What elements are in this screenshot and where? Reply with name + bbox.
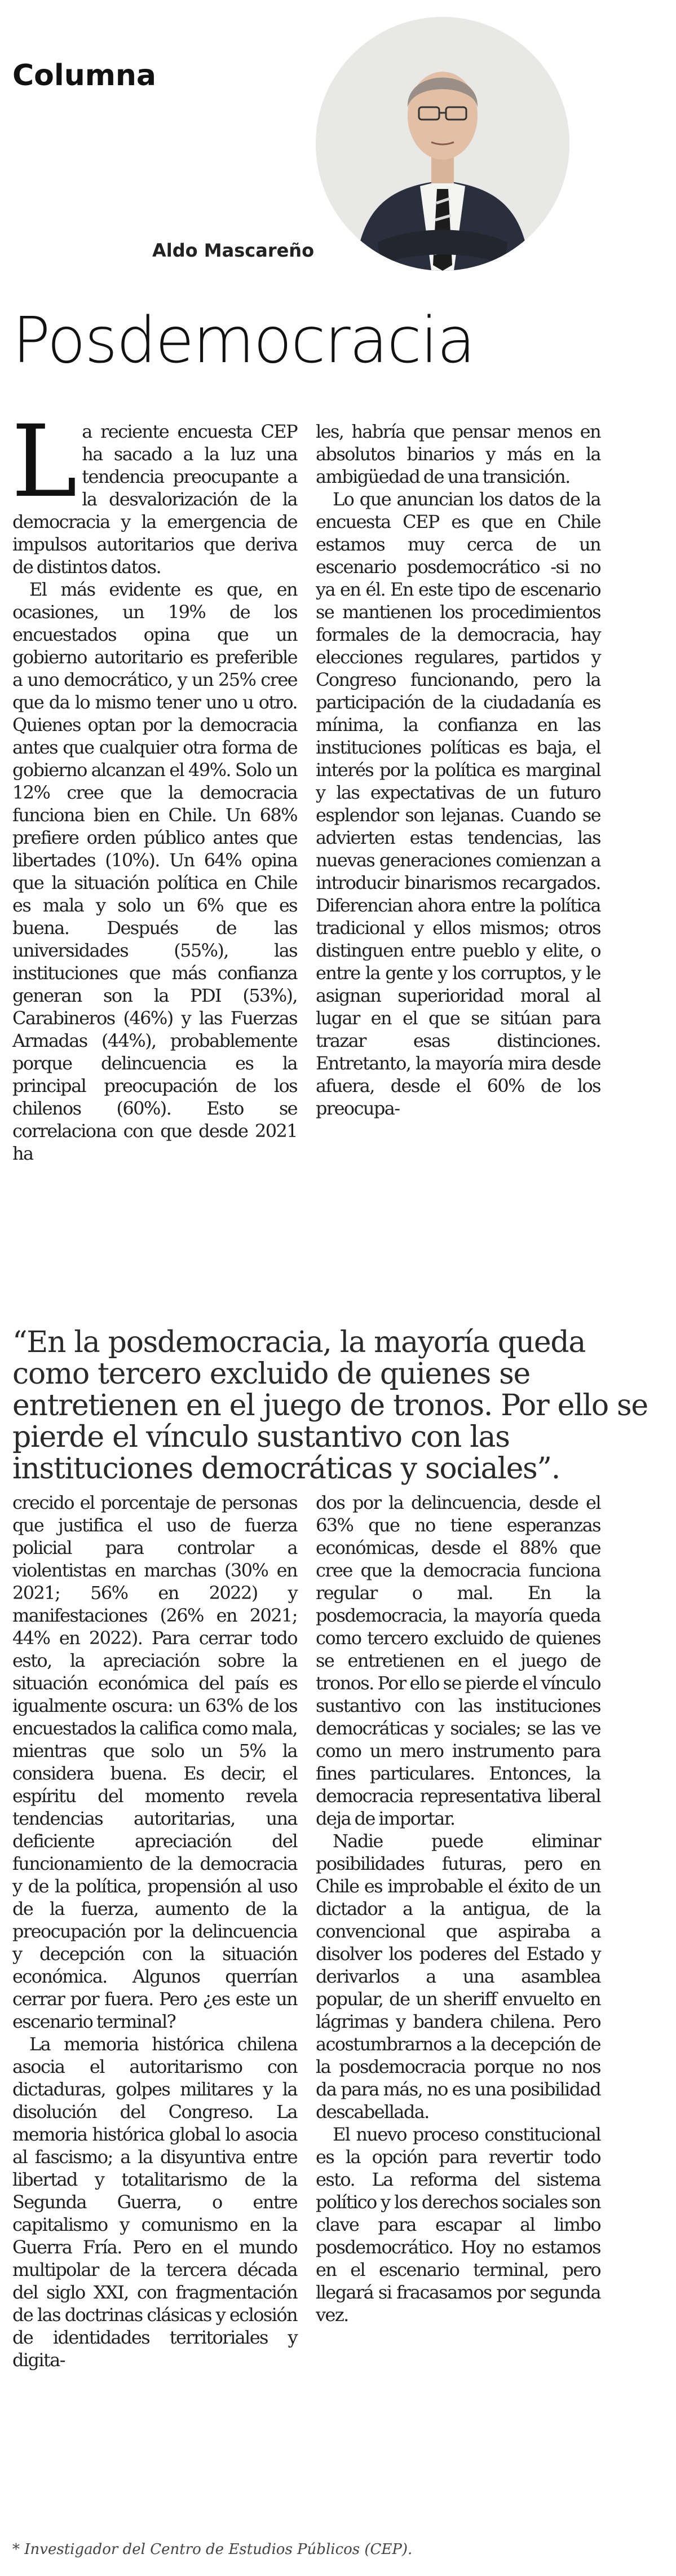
paragraph: La memoria histórica chilena asocia el autoritarismo con dictaduras, golpes militares y la disolución del Congreso. La memoria histórica global lo asocia al fascismo; a la disyuntiva entre libertad y totalitarismo de la Segunda Guerra, o entre capitalismo y comunismo en la Guerra Fría. Pero en el mundo multipolar de la tercera década del siglo XXI, con fragmentación de las doctrinas clásicas y eclosión de identidades territoriales y digita- [12, 2033, 297, 2371]
paragraph: dos por la delincuencia, desde el 63% que no tiene esperanzas económicas, desde el 88% que cree que la democracia funciona regular o mal. En la posdemocracia, la mayoría queda como tercero excluido de quienes se entretienen en el juego de tronos. Por ello se pierde el vínculo sustantivo con las instituciones democráticas y sociales; se las ve como un mero instrumento para fines particulares. Entonces, la democracia representativa liberal deja de importar. [316, 1492, 600, 1829]
paragraph: Lo que anuncian los datos de la encuesta CEP es que en Chile estamos muy cerca de un escenario posdemocrático -si no ya en él. En este tipo de escenario se mantienen los procedimientos formales de la democracia, hay elecciones regulares, partidos y Congreso funcionando, pero la participación de la ciudadanía es mínima, la confianza en las instituciones políticas es baja, el interés por la política es marginal y las expectativas de un futuro esplendor son lejanas. Cuando se advierten estas tendencias, las nuevas generaciones comienzan a introducir binarismos recargados. Diferencian ahora entre la política tradicional y ellos mismos; otros distinguen entre pueblo y elite, o entre la gente y los corruptos, y le asignan superioridad moral al lugar en el que se sitúan para trazar esas distinciones. Entretanto, la mayoría mira desde afuera, desde el 60% de los preocupa- [316, 488, 600, 1119]
column-3 [12, 1491, 297, 2371]
section-label: Columna [12, 59, 157, 93]
paragraph-text: a reciente encuesta CEP ha sacado a la luz una tendencia preocupante a la desvalorización de la democracia y la emergencia de impulsos autoritarios que deriva de distintos datos. [12, 421, 297, 578]
author-footnote: * Investigador del Centro de Estudios Públicos (CEP). [12, 2541, 413, 2558]
paragraph: les, habría que pensar menos en absolutos binarios y más en la ambigüedad de una transición. [316, 421, 600, 487]
article-headline: Posdemocracia [12, 304, 475, 377]
paragraph: El más evidente es que, en ocasiones, un 19% de los encuestados opina que un gobierno autoritario es preferible a uno democrático, y un 25% cree que da lo mismo tener uno u otro. Quienes optan por la democracia antes que cualquier otra forma de gobierno alcanzan el 49%. Solo un 12% cree que la democracia funciona bien en Chile. Un 68% prefiere orden público antes que libertades (10%). Un 64% opina que la situación política en Chile es mala y solo un 6% que es buena. Después de las universidades (55%), las instituciones que más confianza generan son la PDI (53%), Carabineros (46%) y las Fuerzas Armadas (44%), probablemente porque delincuencia es la principal preocupación de los chilenos (60%). Esto se correlaciona con que desde 2021 ha [12, 579, 297, 1164]
author-photo [316, 17, 569, 271]
pull-quote: “En la posdemocracia, la mayoría queda como tercero excluido de quienes se entretienen en el juego de tronos. Por ello se pierde el vínculo sustantivo con las instituciones democráticas y sociales”. [12, 1326, 648, 1486]
drop-cap: L [11, 404, 77, 519]
author-byline: Aldo Mascareño [152, 240, 315, 261]
column-4 [316, 1491, 600, 2326]
paragraph: El nuevo proceso constitucional es la opción para revertir todo esto. La reforma del sistema político y los derechos sociales son clave para escapar al limbo posdemocrático. Hoy no estamos en el escenario terminal, pero llegará si fracasamos por segunda vez. [316, 2124, 600, 2326]
paragraph: Nadie puede eliminar posibilidades futuras, pero en Chile es improbable el éxito de un dictador a la antigua, de la convencional que aspiraba a disolver los poderes del Estado y derivarlos a una asamblea popular, de un sheriff envuelto en lágrimas y bandera chilena. Pero acostumbrarnos a la decepción de la posdemocracia porque no nos da para más, no es una posibilidad descabellada. [316, 1830, 600, 2123]
author-portrait-image [316, 17, 569, 271]
paragraph: crecido el porcentaje de personas que justifica el uso de fuerza policial para controlar a violentistas en marchas (30% en 2021; 56% en 2022) y manifestaciones (26% en 2021; 44% en 2022). Para cerrar todo esto, la apreciación sobre la situación económica del país es igualmente oscura: un 63% de los encuestados la califica como mala, mientras que solo un 5% la considera buena. Es decir, el espíritu del momento revela tendencias autoritarias, una deficiente apreciación del funcionamiento de la democracia y de la política, propensión al uso de la fuerza, aumento de la preocupación por la delincuencia y decepción con la situación económica. Algunos querrían cerrar por fuera. Pero ¿es este un escenario terminal? [12, 1492, 297, 2032]
column-1 [11, 404, 297, 1165]
column-2 [316, 420, 600, 1120]
paragraph [11, 404, 297, 578]
